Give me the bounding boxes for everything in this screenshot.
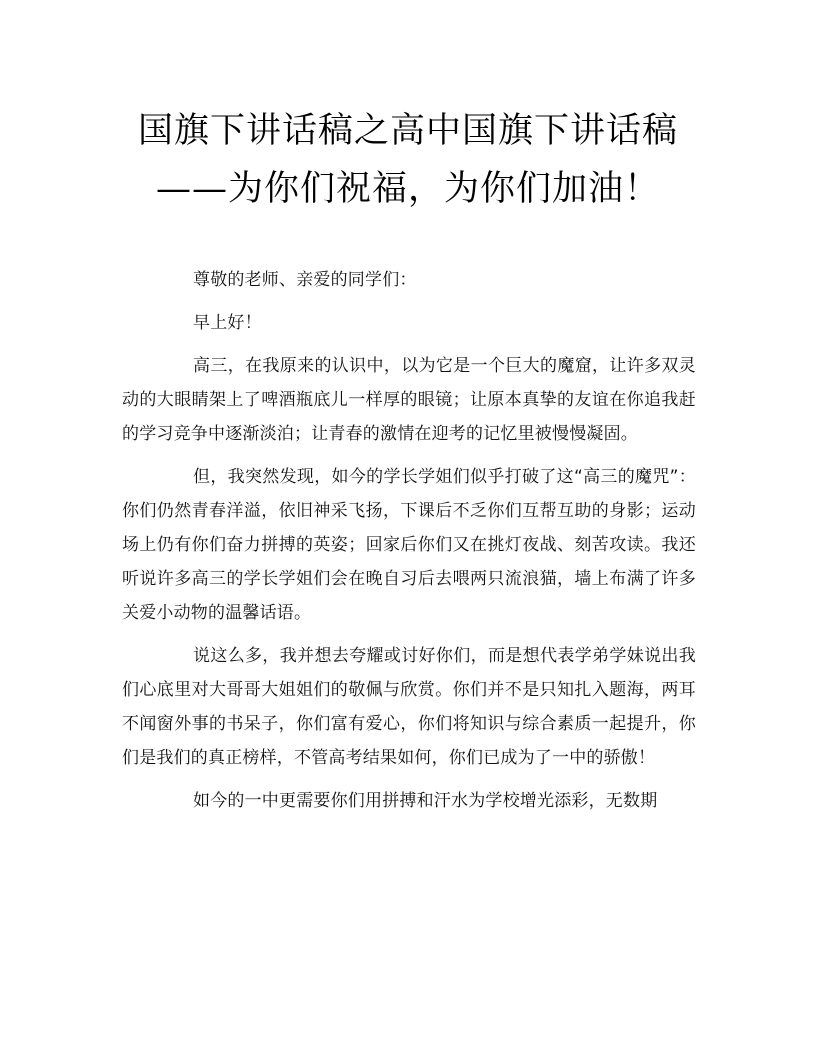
document-title-line-2: ——为你们祝福，为你们加油！ [155, 169, 660, 209]
body-paragraph-2: 但，我突然发现，如今的学长学姐们似乎打破了这“高三的魔咒”：你们仍然青春洋溢，依旧神采飞扬，下课后不乏你们互帮互助的身影；运动场上仍有你们奋力拼搏的英姿；回家后你们又在挑灯夜战、刻苦攻读。我还听说许多高三的学长学姐们会在晚自习后去喂两只流浪猫，墙上布满了许多关爱小动物的温馨话语。 [122, 467, 696, 623]
salutation-paragraph: 尊敬的老师、亲爱的同学们： [193, 270, 417, 290]
body-paragraph-4: 如今的一中更需要你们用拼搏和汗水为学校增光添彩，无数期 [193, 791, 658, 811]
body-paragraph-1: 高三，在我原来的认识中，以为它是一个巨大的魔窟，让许多双灵动的大眼睛架上了啤酒瓶底儿一样厚的眼镜；让原本真挚的友谊在你追我赶的学习竞争中逐渐淡泊；让青春的激情在迎考的记忆里被慢慢凝固。 [122, 356, 696, 444]
body-paragraph-3: 说这么多，我并想去夸耀或讨好你们，而是想代表学弟学妹说出我们心底里对大哥哥大姐姐们的敬佩与欣赏。你们并不是只知扎入题海，两耳不闻窗外事的书呆子，你们富有爱心，你们将知识与综合素质一起提升，你们是我们的真正榜样，不管高考结果如何，你们已成为了一中的骄傲！ [122, 646, 696, 768]
document-title-line-1: 国旗下讲话稿之高中国旗下讲话稿 [137, 111, 678, 151]
greeting-paragraph: 早上好！ [193, 313, 262, 333]
document-body [122, 263, 696, 818]
